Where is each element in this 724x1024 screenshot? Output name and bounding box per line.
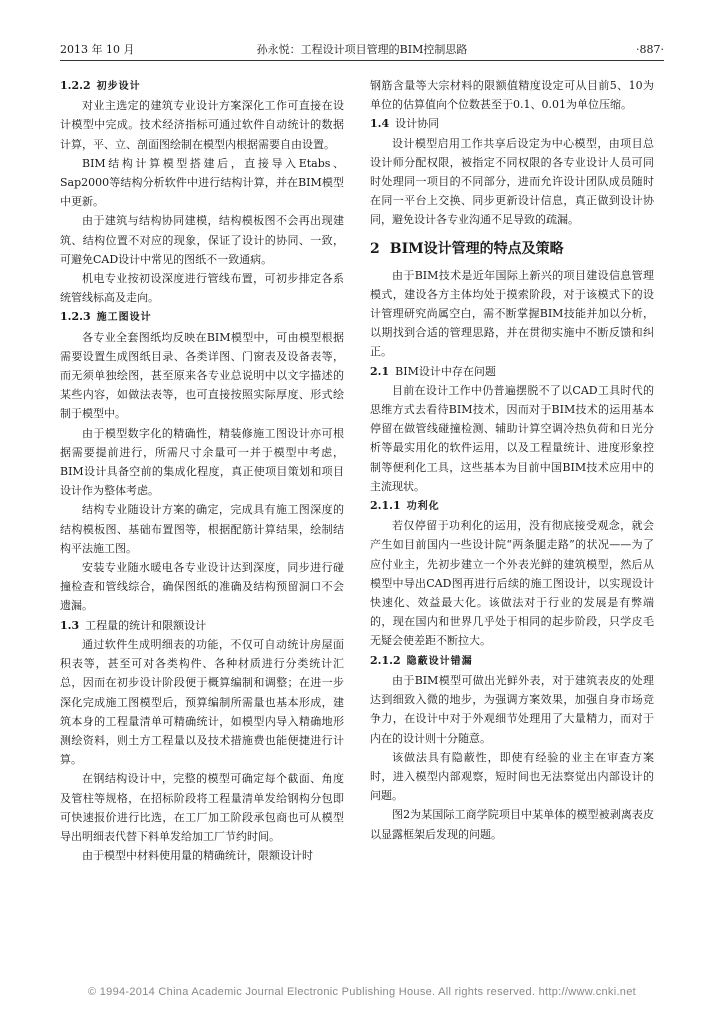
- section-heading: [60, 307, 344, 327]
- paragraph: 图2为某国际工商学院项目中某单体的模型被剥离表皮以显露框架后发现的问题。: [370, 808, 654, 841]
- chapter-number: 2: [370, 240, 380, 257]
- section-heading: [370, 114, 654, 133]
- section-title: 设计协同: [395, 117, 440, 131]
- paragraph: 由于模型中材料使用量的精确统计，限额设计时: [82, 849, 313, 863]
- chapter-heading: [370, 238, 654, 260]
- section-number: 1.3: [60, 618, 80, 632]
- section-title: 隐蔽设计错漏: [406, 655, 473, 667]
- section-heading: [370, 496, 654, 516]
- section-title: 功利化: [406, 501, 440, 513]
- paragraph: 由于BIM模型可做出光鲜外表，对于建筑表皮的处理达到细致入微的地步，为强调方案效果，加强自身市场竞争力，在设计中对于外观细节处理用了大量精力，而对于内在的设计则十分随意。: [370, 673, 654, 745]
- paragraph: 目前在设计工作中仍普遍摆脱不了以CAD工具时代的思维方式去看待BIM技术，因而对于BIM技术的运用基本停留在做管线碰撞检测、辅助计算空调冷热负荷和日光分析等最实用化的软件运用，以及工程量统计、进度形象控制等便利化工具，这些基本为目前中国BIM技术应用中的主流现状。: [370, 383, 654, 493]
- running-header: [60, 40, 664, 61]
- page-number: ·887·: [636, 43, 664, 56]
- right-column: [370, 76, 654, 844]
- section-number: 1.2.3: [60, 310, 91, 324]
- section-heading: [60, 76, 344, 96]
- paragraph: 若仅停留于功利化的运用，没有彻底接受观念，就会产生如目前国内一些设计院“两条腿走路”的状况——为了应付业主，先初步建立一个外表光鲜的建筑模型，然后从模型中导出CAD图再进行后续的施工图设计，以实现设计快速化、效益最大化。该做法对于行业的发展是有弊端的，现在国内和世界几乎处于相同的起步阶段，只学皮毛无疑会使差距不断拉大。: [370, 519, 654, 648]
- copyright-footer: © 1994-2014 China Academic Journal Electronic Publishing House. All rights reserved. http://www.cnki.net: [87, 986, 637, 998]
- paragraph: 钢筋含量等大宗材料的限额值精度设定可从目前5、10为单位的估算值向个位数甚至于0.1、0.01为单位压缩。: [370, 79, 654, 112]
- section-number: 1.2.2: [60, 79, 91, 92]
- section-title: BIM设计中存在问题: [395, 364, 496, 378]
- section-number: 2.1.1: [370, 499, 401, 513]
- section-title: 初步设计: [96, 81, 141, 92]
- paragraph: 设计模型启用工作共享后设定为中心模型，由项目总设计师分配权限，被指定不同权限的各专业设计人员可同时处理同一项目的不同部分，进而允许设计团队成员随时在同一平台上交换、同步更新设计信息，真正做到设计协同，避免设计各专业沟通不足导致的疏漏。: [370, 136, 654, 227]
- left-column: [60, 76, 344, 865]
- section-title: 工程量的统计和限额设计: [85, 618, 207, 632]
- article-title: 孙永悦：工程设计项目管理的BIM控制思路: [256, 43, 468, 56]
- paragraph: 各专业全套图纸均反映在BIM模型中，可由模型根据需要设置生成图纸目录、各类详图、门窗表及设备表等，而无须单独绘图，甚至原来各专业总说明中以文字描述的某些内容，如做法表等，也可直接按照实际厚度、形式绘制于模型中。: [60, 330, 344, 421]
- section-heading: [370, 651, 654, 671]
- section-heading: [60, 616, 344, 635]
- paragraph: 该做法具有隐蔽性，即使有经验的业主在审查方案时，进入模型内部观察，短时间也无法察觉出内部设计的问题。: [370, 750, 654, 803]
- paragraph: 安装专业随水暖电各专业设计达到深度，同步进行碰撞检查和管线综合，确保图纸的准确及结构预留洞口不会遗漏。: [60, 561, 344, 613]
- chapter-title: BIM设计管理的特点及策略: [389, 240, 564, 257]
- section-number: 1.4: [370, 117, 390, 131]
- paragraph: 由于BIM技术是近年国际上新兴的项目建设信息管理模式，建设各方主体均处于摸索阶段，对于该模式下的设计管理研究尚属空白，需不断掌握BIM技能并加以分析，以期找到合适的管理思路，并在贯彻实施中不断反馈和纠正。: [370, 268, 654, 359]
- paragraph: 通过软件生成明细表的功能，不仅可自动统计房屋面积表等，甚至可对各类构件、各种材质进行分类统计汇总，因而在初步设计阶段便于概算编制和调整；在进一步深化完成施工图模型后，预算编制所需量也基本形成，建筑本身的工程量清单可精确统计，如模型内导入精确地形测绘资料，则土方工程量以及技术措施费也能便捷进行计算。: [60, 637, 344, 767]
- section-number: 2.1.2: [370, 653, 401, 667]
- paragraph: 在钢结构设计中，完整的模型可确定每个截面、角度及管柱等规格，在招标阶段将工程量清单发给钢构分包即可快速报价进行比选，在工厂加工阶段承包商也可从模型导出明细表代替下料单发给加工厂节约时间。: [60, 772, 344, 843]
- paragraph: 对业主选定的建筑专业设计方案深化工作可直接在设计模型中完成。技术经济指标可通过软件自动统计的数据计算，平、立、剖面图绘制在模型内根据需要自由设置。: [60, 99, 344, 151]
- section-number: 2.1: [370, 364, 390, 378]
- paragraph: 结构专业随设计方案的确定，完成具有施工图深度的结构模板图、基础布置图等，根据配筋计算结果，绘制结构平法施工图。: [60, 503, 344, 555]
- paragraph: BIM结构计算模型搭建后，直接导入Etabs、Sap2000等结构分析软件中进行结构计算，并在BIM模型中更新。: [60, 156, 344, 209]
- issue-date: 2013 年 10 月: [60, 43, 135, 56]
- paragraph: 机电专业按初设深度进行管线布置，可初步排定各系统管线标高及走向。: [60, 272, 344, 305]
- paragraph: 由于建筑与结构协同建模，结构模板图不会再出现建筑、结构位置不对应的现象，保证了设计的协同、一致，可避免CAD设计中常见的图纸不一致通病。: [60, 214, 344, 266]
- section-title: 施工图设计: [96, 312, 152, 324]
- paragraph: 由于模型数字化的精确性，精装修施工图设计亦可根据需要提前进行，所需尺寸余量可一并于模型中考虑，BIM设计具备空前的集成化程度，真正使项目策划和项目设计作为整体考虑。: [60, 426, 344, 498]
- section-heading: [370, 362, 654, 381]
